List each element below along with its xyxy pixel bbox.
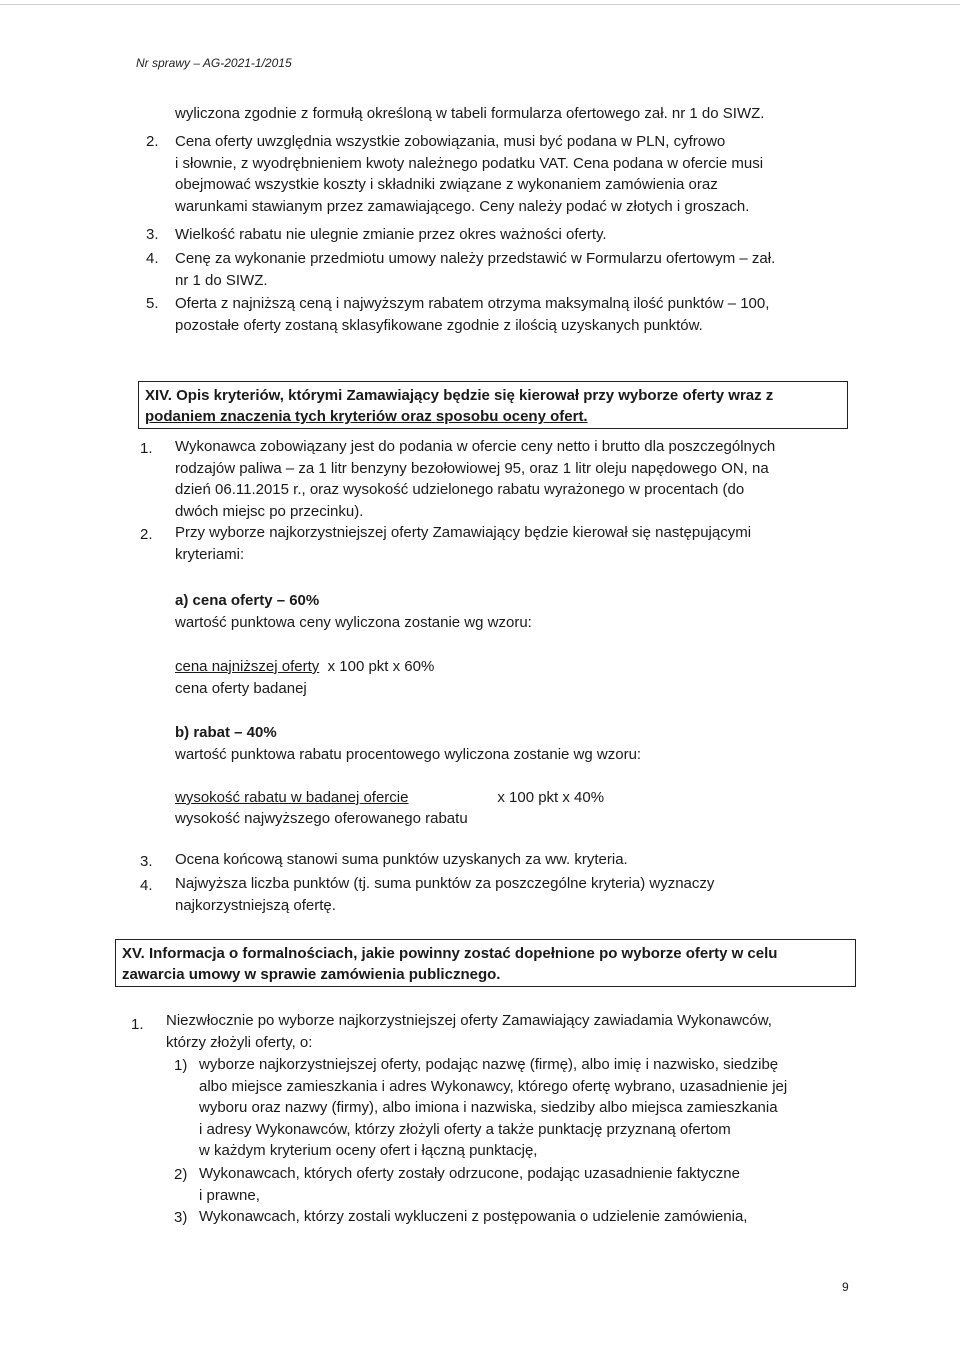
item-number: 1. (140, 440, 153, 457)
formula-a-denominator: cena oferty badanej (175, 680, 307, 697)
formula-b-denominator: wysokość najwyższego oferowanego rabatu (175, 810, 468, 827)
section-xv-heading: XV. Informacja o formalnościach, jakie powinny zostać dopełnione po wyborze oferty w celu zawarcia umowy w sprawie zamówienia publicznego. (115, 939, 856, 987)
subitem-text: wyborze najkorzystniejszej oferty, podając nazwę (firmę), albo imię i nazwisko, siedzibę albo miejsce zamieszkania i adres Wykonawcy, którego ofertę wybrano, uzasadnienie jej wyboru oraz nazwy (firmy), albo imiona i nazwiska, siedziby albo miejsca zamieszkania i adresy Wykonawców, którzy złożyli oferty a także punktację przyznaną ofertom w każdym kryterium oceny ofert i łączną punktację, (199, 1056, 788, 1159)
list-item-text: Wielkość rabatu nie ulegnie zmianie przez okres ważności oferty. (175, 226, 607, 243)
criterion-b-title: b) rabat – 40% (175, 724, 277, 741)
subitem-number: 1) (174, 1057, 188, 1074)
criterion-b-description: wartość punktowa rabatu procentowego wyliczona zostanie wg wzoru: (175, 746, 642, 763)
continuation-line: wyliczona zgodnie z formułą określoną w tabeli formularza ofertowego zał. nr 1 do SIWZ. (175, 105, 765, 122)
item-number: 2. (146, 133, 159, 150)
item-number: 3. (140, 853, 153, 870)
list-item-text: Cena oferty uwzględnia wszystkie zobowiązania, musi być podana w PLN, cyfrowo i słownie, z wyodrębnieniem kwoty należnego podatku VAT. Cena podana w ofercie musi obejmować wszystkie koszty i składniki związane z wykonaniem zamówienia oraz warunkami stawianym przez zamawiającego. Ceny należy podać w złotych i groszach. (175, 133, 764, 215)
item-number: 1. (131, 1016, 144, 1033)
list-item-text: Przy wyborze najkorzystniejszej oferty Zamawiający będzie kierował się następującymi kryteriami: (175, 524, 752, 563)
page-number: 9 (842, 1280, 849, 1294)
subitem-text: Wykonawcach, którzy zostali wykluczeni z postępowania o udzielenie zamówienia, (199, 1208, 748, 1225)
item-number: 4. (146, 250, 159, 267)
item-number: 3. (146, 226, 159, 243)
item-number: 5. (146, 295, 159, 312)
list-item-text: Oferta z najniższą ceną i najwyższym rabatem otrzyma maksymalną ilość punktów – 100, pozostałe oferty zostaną sklasyfikowane zgodnie z ilością uzyskanych punktów. (175, 295, 770, 334)
scan-top-edge (0, 4, 960, 5)
formula-a-numerator: cena najniższej oferty x 100 pkt x 60% (175, 658, 435, 675)
list-item-text: Niezwłocznie po wyborze najkorzystniejszej oferty Zamawiający zawiadamia Wykonawców, którzy złożyli oferty, o: (166, 1012, 772, 1051)
formula-a-multiplier: x 100 pkt x 60% (327, 658, 435, 675)
case-number-header: Nr sprawy – AG-2021-1/2015 (136, 56, 292, 70)
list-item-text: Ocena końcową stanowi suma punktów uzyskanych za ww. kryteria. (175, 851, 628, 868)
item-number: 2. (140, 526, 153, 543)
section-xiv-heading: XIV. Opis kryteriów, którymi Zamawiający będzie się kierował przy wyborze oferty wraz z podaniem znaczenia tych kryteriów oraz sposobu oceny ofert. (138, 381, 848, 429)
item-number: 4. (140, 877, 153, 894)
formula-b-multiplier: x 100 pkt x 40% (497, 789, 605, 806)
subitem-number: 2) (174, 1166, 188, 1183)
formula-b-numerator: wysokość rabatu w badanej ofercie x 100 pkt x 40% (175, 789, 605, 806)
criterion-a-description: wartość punktowa ceny wyliczona zostanie wg wzoru: (175, 614, 532, 631)
subitem-number: 3) (174, 1209, 188, 1226)
subitem-text: Wykonawcach, których oferty zostały odrzucone, podając uzasadnienie faktyczne i prawne, (199, 1165, 740, 1204)
criterion-a-title: a) cena oferty – 60% (175, 592, 320, 609)
list-item-text: Najwyższa liczba punktów (tj. suma punktów za poszczególne kryteria) wyznaczy najkorzystniejszą ofertę. (175, 875, 715, 914)
list-item-text: Wykonawca zobowiązany jest do podania w ofercie ceny netto i brutto dla poszczególnych rodzajów paliwa – za 1 litr benzyny bezołowiowej 95, oraz 1 litr oleju napędowego ON, na dzień 06.11.2015 r., oraz wysokość udzielonego rabatu wyrażonego w procentach (do dwóch miejsc po przecinku). (175, 438, 776, 520)
list-item-text: Cenę za wykonanie przedmiotu umowy należy przedstawić w Formularzu ofertowym – zał. nr 1 do SIWZ. (175, 250, 776, 289)
